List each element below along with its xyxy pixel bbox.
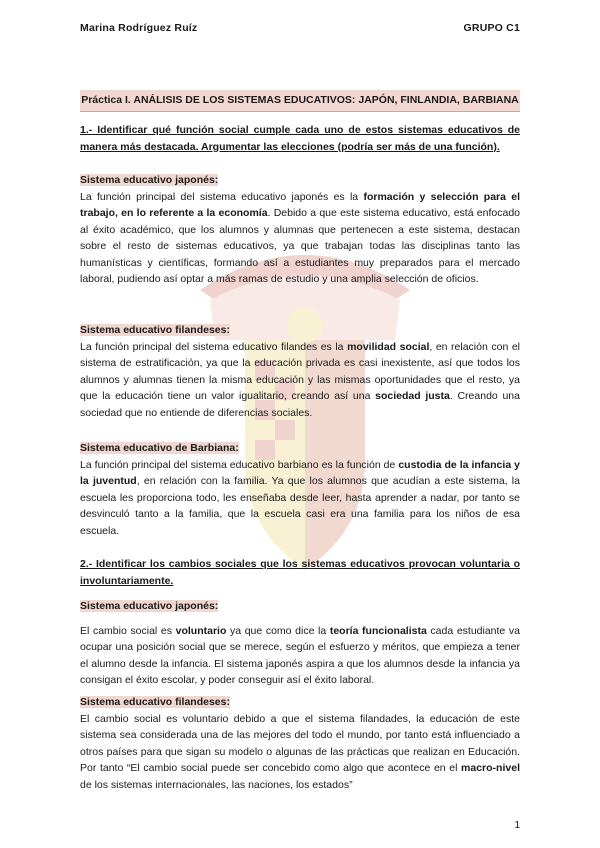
- section-heading: Sistema educativo japonés:: [80, 600, 219, 612]
- section-heading: Sistema educativo de Barbiana:: [80, 442, 239, 454]
- section-finland-change: [80, 694, 520, 793]
- question-2: [80, 556, 520, 589]
- page-number: 1: [514, 820, 520, 831]
- paragraph: La función principal del sistema educativo barbiano es la función de custodia de la infancia y la juventud, en relación con la familia. Ya que los alumnos que acudían a este sistema, la escuela les proporciona todo, les enseñaba desde leer, hasta aprender a nadar, por tanto se desvinculó tanto a la familia, que la escuela casi era una familia para los niños de esa escuela.: [80, 458, 520, 537]
- section-japan-change: [80, 598, 520, 689]
- section-heading: Sistema educativo filandeses:: [80, 324, 230, 336]
- section-heading: Sistema educativo filandeses:: [80, 696, 230, 708]
- author-name: Marina Rodríguez Ruíz: [80, 22, 198, 34]
- group-label: GRUPO C1: [463, 22, 520, 34]
- section-finland-function: [80, 322, 520, 421]
- paragraph: La función principal del sistema educativo filandes es la movilidad social, en relación con el sistema de estratificación, ya que la educación privada es casi inexistente, así que todos los alumnos y alumnas tienen la misma educación y las mismas oportunidades que el resto, ya que la educación tiene un valor igualitario, creando así una sociedad justa. Creando una sociedad que no entiende de diferencias sociales.: [80, 340, 520, 419]
- paragraph: El cambio social es voluntario ya que como dice la teoría funcionalista cada estudiante va ocupar una posición social que se merece, según el esfuerzo y méritos, que empieza a tener el alumno desde la infancia. El sistema japonés aspira a que los alumnos desde la infancia ya consigan el éxito escolar, y poder conseguir así el éxito laboral.: [80, 624, 520, 686]
- question-2-text: 2.- Identificar los cambios sociales que los sistemas educativos provocan voluntaria o involuntariamente.: [80, 558, 520, 587]
- section-barbiana-function: [80, 440, 520, 539]
- section-heading: Sistema educativo japonés:: [80, 174, 219, 186]
- paragraph: El cambio social es voluntario debido a que el sistema filandades, la educación de este sistema sea considerada una de las mejores del todo el mundo, por tanto está influenciado a otros países para que sigan su modelo o algunas de las prácticas que realizan en Educación. Por tanto “El cambio social puede ser concebido como algo que acontece en el macro-nivel de los sistemas internacionales, las naciones, los estados”: [80, 712, 520, 791]
- question-1: [80, 122, 520, 155]
- question-1-text: 1.- Identificar qué función social cumple cada uno de estos sistemas educativos de manera más destacada. Argumentar las elecciones (podría ser más de una función).: [80, 124, 520, 153]
- document-title: Práctica I. ANÁLISIS DE LOS SISTEMAS EDUCATIVOS: JAPÓN, FINLANDIA, BARBIANA: [80, 90, 520, 112]
- section-japan-function: [80, 172, 520, 288]
- paragraph: La función principal del sistema educativo japonés es la formación y selección para el trabajo, en lo referente a la economía. Debido a que este sistema educativo, está enfocado al éxito académico, que los alumnos y alumnas que pertenecen a este sistema, destacan sobre el resto de sistemas educativos, ya que trabajan todas las disciplinas tanto las humanísticas y científicas, formando así a estudiantes muy preparados para el mercado laboral, pudiendo así optar a más ramas de estudio y una amplia selección de oficios.: [80, 190, 521, 285]
